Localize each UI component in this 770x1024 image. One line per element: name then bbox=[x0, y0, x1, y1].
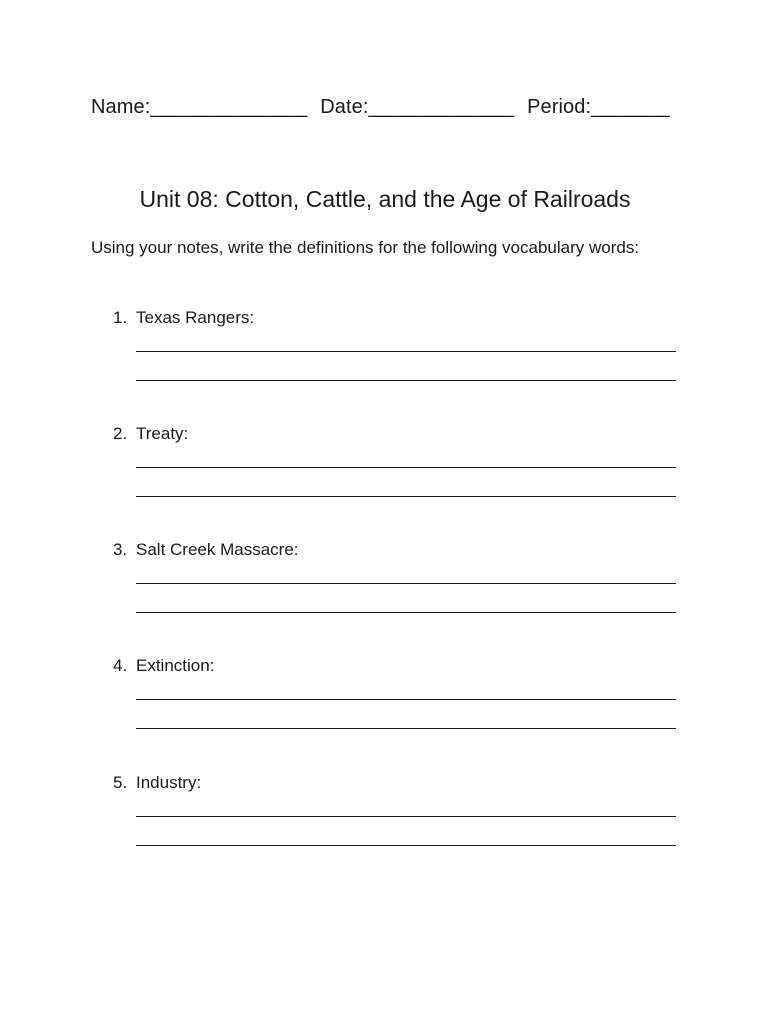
date-field[interactable]: Date:_____________ bbox=[320, 96, 515, 118]
vocab-item-1 bbox=[113, 307, 693, 329]
instructions-text: Using your notes, write the definitions for the following vocabulary words: bbox=[91, 238, 640, 257]
answer-line[interactable] bbox=[136, 351, 676, 352]
answer-line[interactable] bbox=[136, 816, 676, 817]
name-field[interactable]: Name:______________ bbox=[91, 96, 308, 118]
student-info-line bbox=[91, 96, 677, 119]
answer-line[interactable] bbox=[136, 496, 676, 497]
period-field[interactable]: Period:_______ bbox=[527, 96, 670, 118]
item-number: 4. bbox=[113, 656, 128, 675]
vocab-item-2 bbox=[113, 423, 693, 445]
vocab-term: Extinction: bbox=[136, 656, 215, 675]
item-number: 2. bbox=[113, 424, 128, 443]
item-number: 3. bbox=[113, 540, 128, 559]
vocab-term-label bbox=[113, 307, 693, 329]
answer-line[interactable] bbox=[136, 583, 676, 584]
answer-line[interactable] bbox=[136, 380, 676, 381]
answer-line[interactable] bbox=[136, 845, 676, 846]
vocab-item-3 bbox=[113, 539, 693, 561]
vocab-term: Texas Rangers: bbox=[136, 308, 255, 327]
vocab-term-label bbox=[113, 772, 693, 794]
answer-line[interactable] bbox=[136, 612, 676, 613]
answer-line[interactable] bbox=[136, 728, 676, 729]
item-number: 5. bbox=[113, 773, 128, 792]
vocab-item-4 bbox=[113, 655, 693, 677]
vocab-term: Treaty: bbox=[136, 424, 189, 443]
vocab-item-5 bbox=[113, 772, 693, 794]
vocab-term: Industry: bbox=[136, 773, 202, 792]
worksheet-title: Unit 08: Cotton, Cattle, and the Age of Railroads bbox=[139, 186, 631, 212]
answer-line[interactable] bbox=[136, 467, 676, 468]
answer-line[interactable] bbox=[136, 699, 676, 700]
vocab-term-label bbox=[113, 655, 693, 677]
item-number: 1. bbox=[113, 308, 128, 327]
vocab-term-label bbox=[113, 423, 693, 445]
vocab-term: Salt Creek Massacre: bbox=[136, 540, 299, 559]
vocab-term-label bbox=[113, 539, 693, 561]
